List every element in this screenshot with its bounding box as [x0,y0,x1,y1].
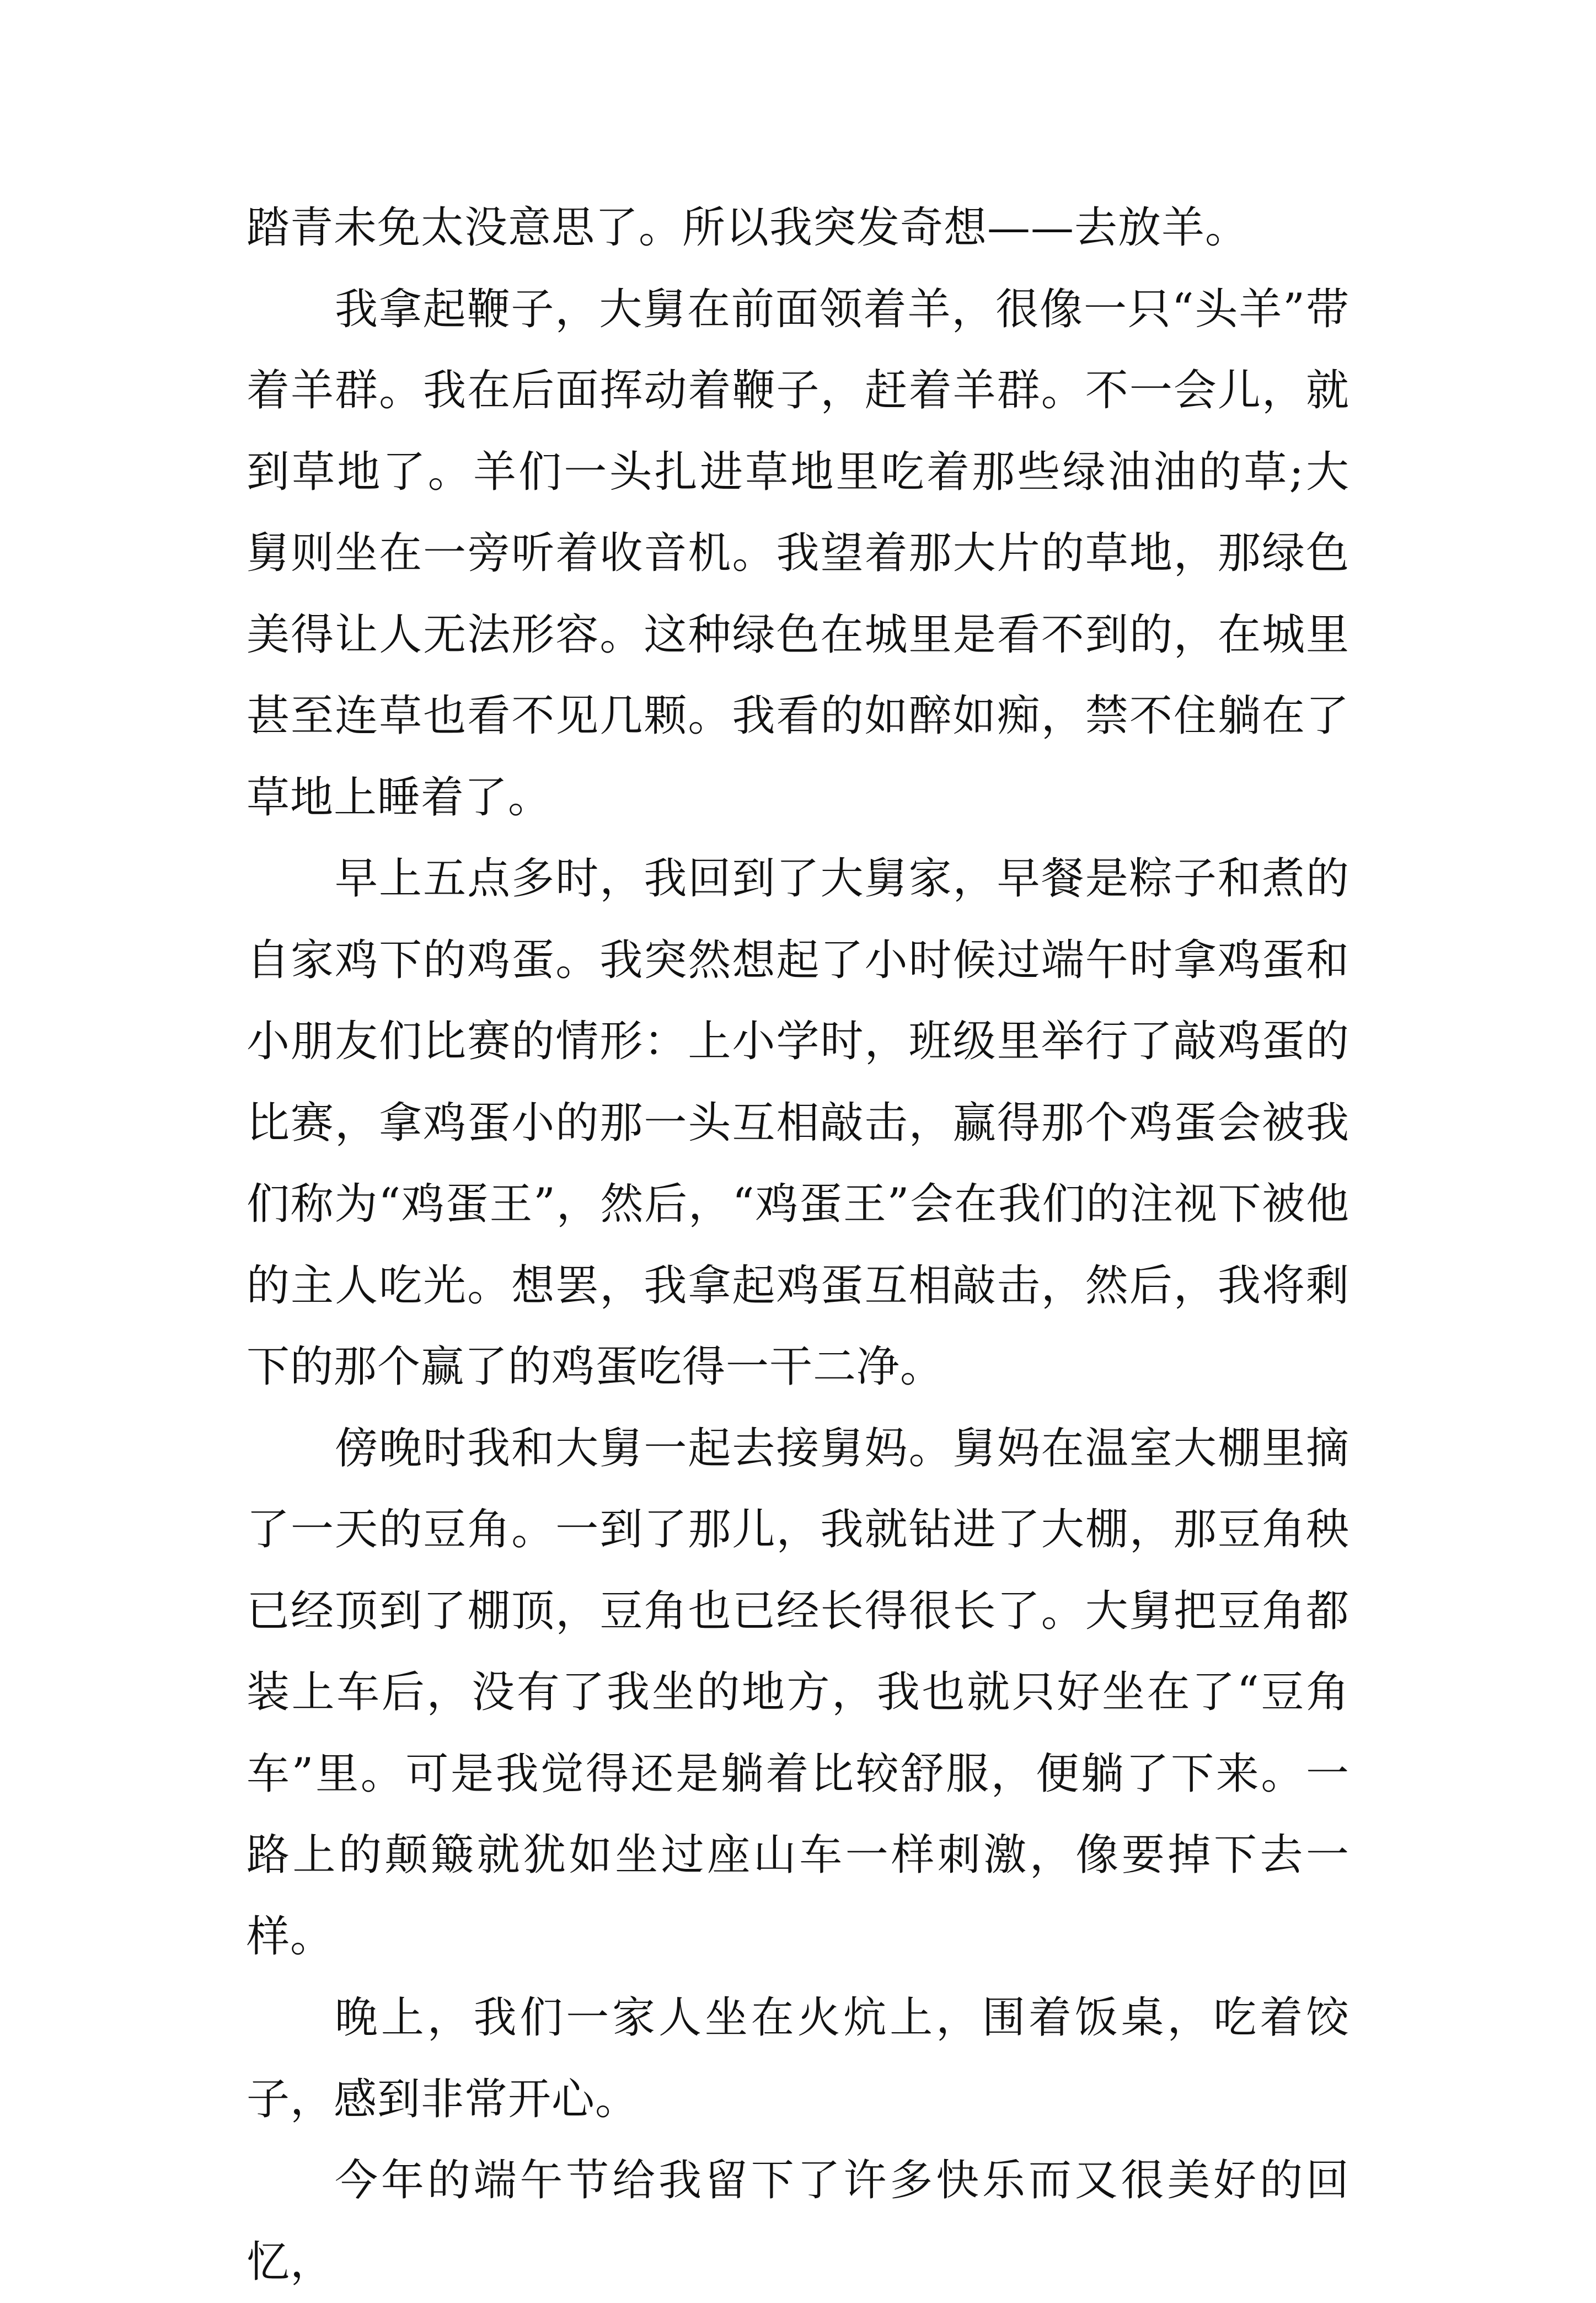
paragraph-2: 我拿起鞭子，大舅在前面领着羊，很像一只“头羊”带着羊群。我在后面挥动着鞭子，赶着羊群。不一会儿，就到草地了。羊们一头扎进草地里吃着那些绿油油的草;大舅则坐在一旁听着收音机。我望着那大片的草地，那绿色美得让人无法形容。这种绿色在城里是看不到的，在城里甚至连草也看不见几颗。我看的如醉如痴，禁不住躺在了草地上睡着了。 [247,284,1349,822]
paragraph-3: 早上五点多时，我回到了大舅家，早餐是粽子和煮的自家鸡下的鸡蛋。我突然想起了小时候过端午时拿鸡蛋和小朋友们比赛的情形：上小学时，班级里举行了敲鸡蛋的比赛，拿鸡蛋小的那一头互相敲击，赢得那个鸡蛋会被我们称为“鸡蛋王”，然后，“鸡蛋王”会在我们的注视下被他的主人吃光。想罢，我拿起鸡蛋互相敲击，然后，我将剩下的那个赢了的鸡蛋吃得一干二净。 [247,854,1349,1392]
paragraph-1: 踏青未免太没意思了。所以我突发奇想——去放羊。 [247,203,1249,253]
paragraph-5: 晚上，我们一家人坐在火炕上，围着饭桌，吃着饺子，感到非常开心。 [247,1993,1349,2124]
paragraph-6: 今年的端午节给我留下了许多快乐而又很美好的回忆， [247,2156,1349,2287]
body-text [247,188,1349,2303]
paragraph-4: 傍晚时我和大舅一起去接舅妈。舅妈在温室大棚里摘了一天的豆角。一到了那儿，我就钻进了大棚，那豆角秧已经顶到了棚顶，豆角也已经长得很长了。大舅把豆角都装上车后，没有了我坐的地方，我也就只好坐在了“豆角车”里。可是我觉得还是躺着比较舒服，便躺了下来。一路上的颠簸就犹如坐过座山车一样刺激，像要掉下去一样。 [247,1423,1349,1962]
